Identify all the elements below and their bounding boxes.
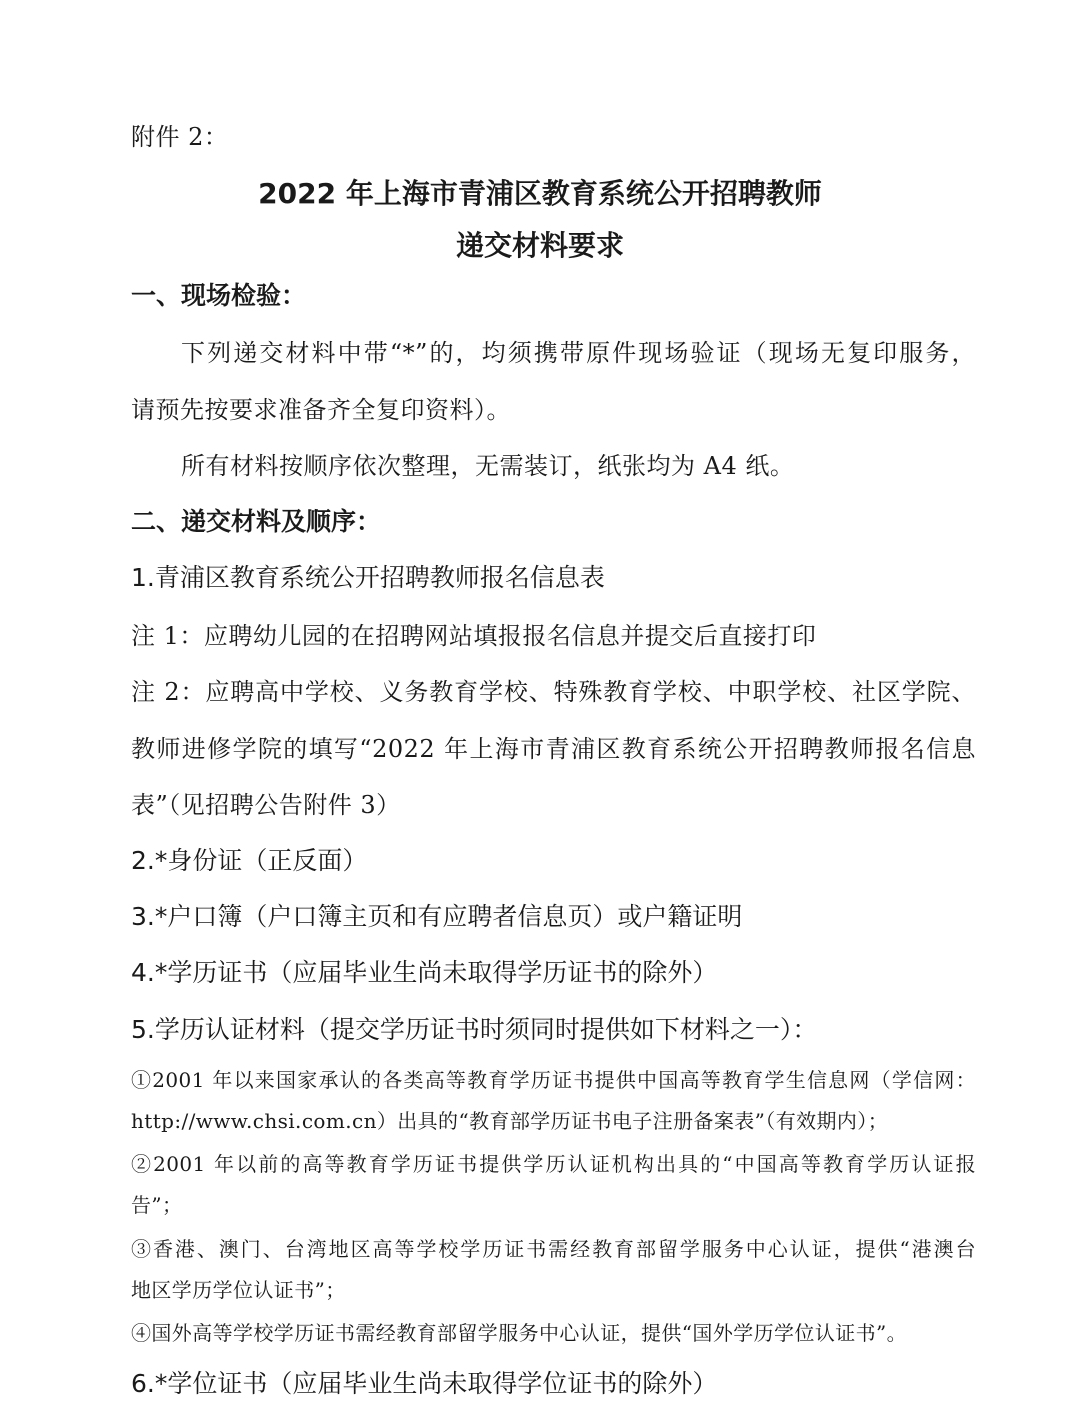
document-title-line1: 2022 年上海市青浦区教育系统公开招聘教师 — [258, 177, 822, 210]
sub-item-3-line1: ③香港、澳门、台湾地区高等学校学历证书需经教育部留学服务中心认证，提供“港澳台 — [131, 1237, 976, 1261]
note-1: 注 1：应聘幼儿园的在招聘网站填报报名信息并提交后直接打印 — [131, 622, 817, 650]
list-item-2: 2.*身份证（正反面） — [131, 846, 368, 875]
list-item-1: 1.青浦区教育系统公开招聘教师报名信息表 — [131, 563, 605, 592]
sub-item-4: ④国外高等学校学历证书需经教育部留学服务中心认证，提供“国外学历学位认证书”。 — [131, 1321, 908, 1345]
list-item-4: 4.*学历证书（应届毕业生尚未取得学历证书的除外） — [131, 958, 718, 987]
section1-heading: 一、现场检验： — [131, 281, 307, 310]
section1-paragraph1-line2: 请预先按要求准备齐全复印资料）。 — [131, 396, 511, 424]
note-2-line2: 教师进修学院的填写“2022 年上海市青浦区教育系统公开招聘教师报名信息 — [131, 735, 976, 763]
note-2-line3: 表”（见招聘公告附件 3） — [131, 791, 401, 819]
section2-heading: 二、递交材料及顺序： — [131, 507, 382, 536]
document-title-line2: 递交材料要求 — [455, 229, 624, 262]
list-item-6: 6.*学位证书（应届毕业生尚未取得学位证书的除外） — [131, 1369, 718, 1398]
sub-item-2-line1: ②2001 年以前的高等教育学历证书提供学历认证机构出具的“中国高等教育学历认证报 — [131, 1152, 976, 1176]
list-item-3: 3.*户口簿（户口簿主页和有应聘者信息页）或户籍证明 — [131, 902, 743, 931]
sub-item-1-line2: http://www.chsi.com.cn）出具的“教育部学历证书电子注册备案表”（有效期内）； — [131, 1109, 889, 1133]
attachment-label: 附件 2： — [131, 123, 229, 151]
sub-item-1-line1: ①2001 年以来国家承认的各类高等教育学历证书提供中国高等教育学生信息网（学信网： — [131, 1068, 976, 1092]
sub-item-2-line2: 告”； — [131, 1193, 183, 1217]
list-item-5: 5.学历认证材料（提交学历证书时须同时提供如下材料之一）： — [131, 1015, 818, 1044]
sub-item-3-line2: 地区学历学位认证书”； — [131, 1278, 346, 1302]
section1-paragraph2: 所有材料按顺序依次整理，无需装订，纸张均为 A4 纸。 — [181, 452, 795, 480]
note-2-line1: 注 2：应聘高中学校、义务教育学校、特殊教育学校、中职学校、社区学院、 — [131, 678, 976, 706]
section1-paragraph1-line1: 下列递交材料中带“*”的，均须携带原件现场验证（现场无复印服务， — [181, 339, 976, 367]
